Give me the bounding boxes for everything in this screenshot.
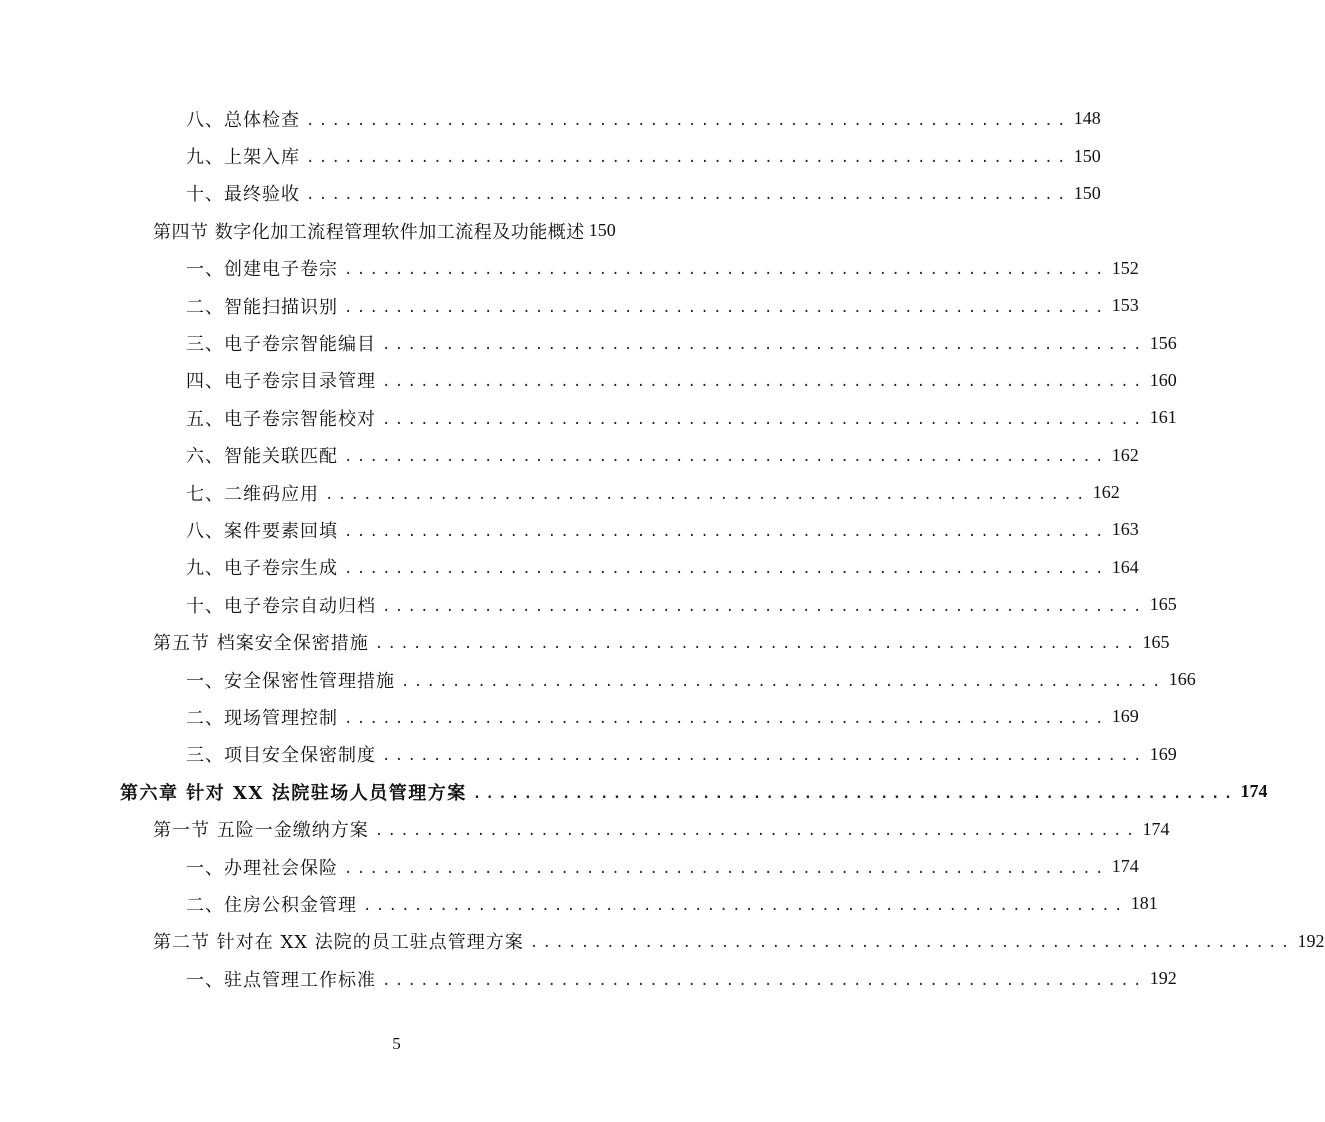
toc-entry-title: 二、智能扫描识别 (186, 293, 344, 319)
dot-leader: ............................................................ (344, 449, 1108, 466)
toc-entry-title: 五、电子卷宗智能校对 (186, 405, 382, 431)
toc-entry-section[interactable] (0, 923, 1325, 960)
dot-leader: ............................................................ (382, 748, 1146, 765)
toc-entry-page: 160 (1149, 369, 1177, 390)
toc-entry-page: 150 (1073, 145, 1101, 166)
toc-entry-page: 169 (1149, 743, 1177, 764)
toc-entry-item[interactable] (0, 960, 1177, 997)
toc-entry-item[interactable] (0, 736, 1177, 773)
toc-entry-title: 一、驻点管理工作标准 (186, 966, 382, 992)
dot-leader: ............................................................ (401, 673, 1165, 690)
toc-entry-item[interactable] (0, 437, 1139, 474)
toc-entry-title: 第一节 五险一金缴纳方案 (153, 816, 375, 842)
toc-entry-title: 六、智能关联匹配 (186, 442, 344, 468)
toc-entry-title: 九、上架入库 (186, 143, 306, 169)
page-number: 5 (392, 1034, 401, 1053)
toc-entry-item[interactable] (0, 362, 1177, 399)
toc-entry-title: 第五节 档案安全保密措施 (153, 629, 375, 655)
dot-leader: ............................................................ (344, 710, 1108, 727)
toc-entry-item[interactable] (0, 137, 1101, 174)
toc-entry-page: 166 (1168, 669, 1196, 690)
toc-entry-title: 四、电子卷宗目录管理 (186, 367, 382, 393)
dot-leader: ............................................................ (344, 262, 1108, 279)
toc-entry-title: 三、项目安全保密制度 (186, 741, 382, 767)
toc-entry-section[interactable] (0, 623, 1170, 660)
dot-leader: ............................................................ (325, 486, 1089, 503)
toc-entry-item[interactable] (0, 474, 1120, 511)
toc-entry-page: 164 (1111, 556, 1139, 577)
dot-leader: ............................................................ (382, 374, 1146, 391)
dot-leader: ............................................................ (306, 187, 1070, 204)
toc-entry-item[interactable] (0, 549, 1139, 586)
toc-entry-title: 第六章 针对 XX 法院驻场人员管理方案 (120, 779, 473, 805)
toc-entry-page: 150 (1073, 182, 1101, 203)
toc-entry-page: 192 (1297, 930, 1325, 951)
dot-leader: ............................................................ (363, 897, 1127, 914)
dot-leader: ............................................................ (306, 150, 1070, 167)
toc-entry-section[interactable] (0, 810, 1170, 847)
toc-entry-title: 一、办理社会保险 (186, 854, 344, 880)
toc-entry-title: 七、二维码应用 (186, 480, 325, 506)
toc-entry-title: 八、案件要素回填 (186, 517, 344, 543)
toc-entry-section[interactable] (0, 212, 793, 249)
toc-entry-item[interactable] (0, 100, 1101, 137)
dot-leader: ............................................................ (344, 561, 1108, 578)
toc-entry-page: 148 (1073, 108, 1101, 129)
dot-leader: ............................................................ (306, 112, 1070, 129)
dot-leader: ............................................................ (344, 523, 1108, 540)
toc-entry-page: 174 (1111, 856, 1139, 876)
toc-entry-item[interactable] (0, 511, 1139, 548)
dot-leader: ............................................................ (344, 860, 1108, 877)
toc-entry-title: 八、总体检查 (186, 106, 306, 132)
toc-entry-item[interactable] (0, 324, 1177, 361)
dot-leader: ............................................................ (382, 972, 1146, 989)
toc-entry-item[interactable] (0, 848, 1139, 885)
toc-entry-item[interactable] (0, 586, 1177, 623)
toc-entry-title: 第四节 数字化加工流程管理软件加工流程及功能概述 (153, 218, 585, 244)
toc-entry-page: 181 (1130, 893, 1158, 914)
toc-entry-item[interactable] (0, 399, 1177, 436)
toc-entry-item[interactable] (0, 175, 1101, 212)
toc-entry-page: 174 (1142, 818, 1170, 839)
toc-entry-item[interactable] (0, 885, 1158, 922)
toc-entry-item[interactable] (0, 661, 1196, 698)
toc-entry-page: 156 (1149, 332, 1177, 353)
dot-leader: ............................................................ (344, 299, 1108, 316)
dot-leader: ............................................................ (529, 935, 1294, 952)
toc-entry-title: 十、电子卷宗自动归档 (186, 592, 382, 618)
toc-entry-page: 174 (1240, 781, 1268, 802)
toc-entry-title: 一、创建电子卷宗 (186, 255, 344, 281)
toc-entry-page: 192 (1149, 968, 1177, 989)
table-of-contents (0, 100, 1325, 997)
toc-entry-title: 二、住房公积金管理 (186, 891, 363, 917)
toc-entry-page: 150 (588, 220, 616, 241)
dot-leader: ............................................................ (374, 636, 1139, 653)
toc-entry-page: 161 (1149, 407, 1177, 428)
dot-leader: ............................................................ (472, 785, 1237, 802)
toc-entry-page: 169 (1111, 706, 1139, 727)
toc-entry-page: 162 (1111, 444, 1139, 465)
toc-entry-item[interactable] (0, 698, 1139, 735)
toc-entry-item[interactable] (0, 287, 1139, 324)
toc-entry-title: 一、安全保密性管理措施 (186, 667, 401, 693)
toc-entry-title: 三、电子卷宗智能编目 (186, 330, 382, 356)
dot-leader: ............................................................ (374, 823, 1139, 840)
toc-entry-title: 二、现场管理控制 (186, 704, 344, 730)
toc-entry-title: 十、最终验收 (186, 180, 306, 206)
toc-entry-page: 165 (1149, 594, 1177, 615)
toc-entry-item[interactable] (0, 250, 1139, 287)
toc-entry-page: 162 (1092, 482, 1120, 503)
dot-leader: ............................................................ (382, 411, 1146, 428)
toc-entry-title: 九、电子卷宗生成 (186, 554, 344, 580)
toc-entry-page: 153 (1111, 295, 1139, 316)
dot-leader: ............................................................ (382, 598, 1146, 615)
toc-entry-page: 152 (1111, 257, 1139, 278)
toc-entry-chapter[interactable] (0, 773, 1268, 810)
toc-entry-title: 第二节 针对在 XX 法院的员工驻点管理方案 (153, 928, 530, 954)
toc-entry-page: 165 (1142, 631, 1170, 652)
dot-leader: ............................................................ (382, 337, 1146, 354)
toc-entry-page: 163 (1111, 519, 1139, 540)
